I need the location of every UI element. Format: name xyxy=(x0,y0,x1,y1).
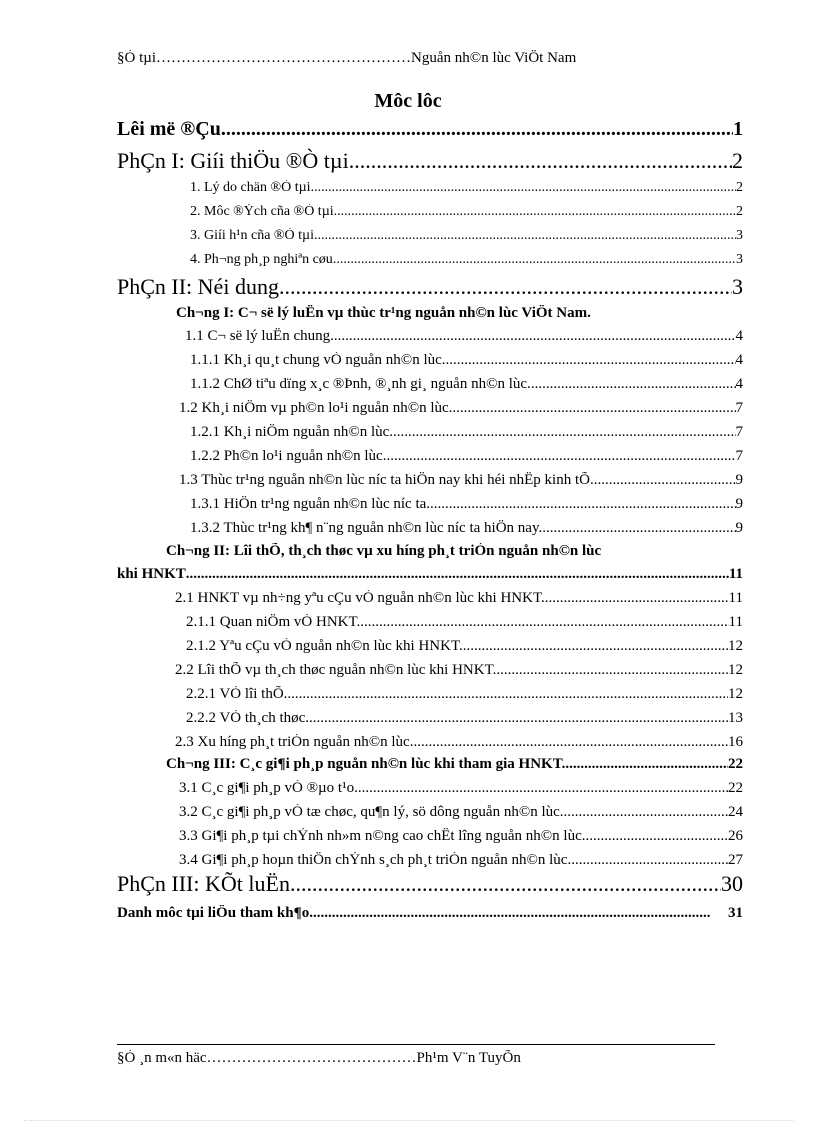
toc-leader-dots xyxy=(360,614,728,631)
toc-entry-2-2-2[interactable] xyxy=(186,710,743,727)
toc-entry-page: 22 xyxy=(728,756,743,772)
toc-entry-1-2[interactable] xyxy=(179,400,743,417)
toc-entry-label: PhÇn III: KÕt luËn xyxy=(117,871,290,896)
toc-leader-dots xyxy=(496,662,728,679)
toc-title: Môc lôc xyxy=(374,90,442,112)
toc-chapter-1-title[interactable]: Ch¬ng I: C¬ së lý luËn vµ thùc tr¹ng nguån nh©n lùc ViÖt Nam. xyxy=(176,305,591,321)
toc-entry-label: 1.2.1 Kh¸i niÖm nguån nh©n lùc. xyxy=(190,424,394,440)
toc-entry-chapter-2[interactable] xyxy=(117,566,743,583)
toc-entry-page: 27 xyxy=(728,852,743,868)
toc-leader-dots xyxy=(594,472,736,489)
toc-entry-page: 2 xyxy=(736,204,743,219)
toc-entry-page: 9 xyxy=(735,472,743,488)
toc-entry-label: 3.2 C¸c gi¶i ph¸p vÒ tæ chøc, qu¶n lý, sö dông nguån nh©n lùc xyxy=(179,804,560,820)
toc-entry-intro[interactable] xyxy=(117,118,743,141)
toc-entry-label: khi HNKT xyxy=(117,566,186,582)
toc-entry-page: 24 xyxy=(728,804,743,820)
toc-entry-2-1[interactable] xyxy=(175,590,743,607)
toc-entry-3-4[interactable] xyxy=(179,852,743,869)
toc-entry-page: 26 xyxy=(728,828,743,844)
toc-leader-dots xyxy=(221,118,733,141)
toc-leader-dots xyxy=(452,400,735,417)
page-footer: §Ò ¸n m«n häc……………………………………Ph¹m V¨n TuyÕn xyxy=(117,1050,521,1066)
toc-entry-page: 30 xyxy=(721,871,743,896)
toc-entry-page: 9 xyxy=(735,496,743,512)
toc-leader-dots xyxy=(586,828,728,845)
toc-leader-dots xyxy=(560,804,728,821)
toc-entry-page: 4 xyxy=(735,352,743,368)
toc-leader-dots xyxy=(410,734,728,751)
toc-entry-label: 1.1 C¬ së lý luËn chung xyxy=(185,328,331,344)
toc-entry-1-3-1[interactable] xyxy=(190,496,743,513)
toc-leader-dots xyxy=(279,274,732,300)
toc-entry-label: 1.2 Kh¸i niÖm vµ ph©n lo¹i nguån nh©n lùc. xyxy=(179,400,453,416)
toc-entry-label: 3.1 C¸c gi¶i ph¸p vÒ ®µo t¹o xyxy=(179,780,355,796)
toc-entry-label: 2.1.1 Quan niÖm vÒ HNKT. xyxy=(186,614,361,630)
toc-entry-page: 16 xyxy=(728,734,743,750)
toc-leader-dots xyxy=(567,852,728,869)
toc-entry-label: PhÇn I: Giíi thiÖu ®Ò tµi xyxy=(117,148,349,173)
toc-entry-page: 12 xyxy=(728,638,743,654)
toc-entry-page: 31 xyxy=(728,905,743,921)
toc-entry-p1-1[interactable] xyxy=(190,180,743,196)
toc-entry-p1-2[interactable] xyxy=(190,204,743,220)
toc-entry-2-1-2[interactable] xyxy=(186,638,743,655)
toc-entry-page: 11 xyxy=(728,614,743,630)
toc-leader-dots xyxy=(393,424,735,441)
toc-entry-page: 4 xyxy=(735,328,743,344)
toc-entry-page: 7 xyxy=(735,400,743,416)
toc-entry-label: 1. Lý do chän ®Ò tµi xyxy=(190,180,311,195)
toc-entry-page: 3 xyxy=(736,228,743,243)
toc-entry-page: 2 xyxy=(736,180,743,195)
toc-leader-dots xyxy=(305,710,728,727)
toc-leader-dots xyxy=(330,328,735,345)
toc-entry-page: 9 xyxy=(735,520,743,536)
toc-entry-page: 4 xyxy=(735,376,743,392)
toc-entry-page: 2 xyxy=(732,148,743,173)
toc-entry-label: 4. Ph¬ng ph¸p nghiªn cøu xyxy=(190,252,333,267)
toc-entry-label: 3.3 Gi¶i ph¸p tµi chÝnh nh»m n©ng cao chÊt lîng nguån nh©n lùc. xyxy=(179,828,586,844)
toc-entry-label: Danh môc tµi liÖu tham kh¶o xyxy=(117,905,310,921)
toc-entry-page: 7 xyxy=(735,424,743,440)
toc-entry-label: 2.3 Xu híng ph¸t triÓn nguån nh©n lùc xyxy=(175,734,410,750)
toc-entry-page: 7 xyxy=(735,448,743,464)
toc-entry-label: PhÇn II: Néi dung xyxy=(117,274,279,299)
toc-entry-p1-4[interactable] xyxy=(190,252,743,268)
toc-leader-dots xyxy=(311,180,736,196)
toc-entry-2-3[interactable] xyxy=(175,734,743,751)
toc-leader-dots xyxy=(430,496,735,513)
toc-entry-label: 2.1.2 Yªu cÇu vÒ nguån nh©n lùc khi HNKT. xyxy=(186,638,463,654)
toc-entry-3-3[interactable] xyxy=(179,828,743,845)
toc-entry-label: 1.3.2 Thùc tr¹ng kh¶ n¨ng nguån nh©n lùc níc ta hiÖn nay. xyxy=(190,520,543,536)
toc-entry-part1[interactable] xyxy=(117,148,743,174)
toc-entry-label: 1.1.2 ChØ tiªu dïng x¸c ®Þnh, ®¸nh gi¸ nguån nh©n lùc. xyxy=(190,376,531,392)
toc-entry-2-2-1[interactable] xyxy=(186,686,743,703)
toc-entry-1-2-1[interactable] xyxy=(190,424,743,441)
toc-entry-1-1[interactable] xyxy=(185,328,743,345)
toc-entry-3-1[interactable] xyxy=(179,780,743,797)
toc-leader-dots xyxy=(309,905,710,922)
toc-leader-dots xyxy=(290,871,721,897)
toc-entry-page: 13 xyxy=(728,710,743,726)
toc-entry-3-2[interactable] xyxy=(179,804,743,821)
toc-entry-part3[interactable] xyxy=(117,871,743,897)
toc-leader-dots xyxy=(386,448,735,465)
toc-entry-page: 3 xyxy=(736,252,743,267)
toc-entry-page: 3 xyxy=(732,274,743,299)
toc-chapter-2-title[interactable]: Ch¬ng II: Lîi thÕ, th¸ch thøc vµ xu híng ph¸t triÓn nguån nh©n lùc xyxy=(166,543,602,559)
toc-entry-label: 1.2.2 Ph©n lo¹i nguån nh©n lùc. xyxy=(190,448,387,464)
toc-leader-dots xyxy=(354,780,728,797)
toc-entry-page: 22 xyxy=(728,780,743,796)
toc-entry-1-1-2[interactable] xyxy=(190,376,743,393)
toc-entry-chapter-3[interactable] xyxy=(166,756,743,773)
toc-entry-label: 3.4 Gi¶i ph¸p hoµn thiÖn chÝnh s¸ch ph¸t triÓn nguån nh©n lùc xyxy=(179,852,568,868)
toc-entry-page: 11 xyxy=(728,566,743,582)
toc-leader-dots xyxy=(333,252,736,268)
toc-entry-label: 2.2.2 VÒ th¸ch thøc xyxy=(186,710,306,726)
toc-leader-dots xyxy=(186,566,729,583)
toc-entry-label: 1.3 Thùc tr¹ng nguån nh©n lùc níc ta hiÖn nay khi héi nhËp kinh tÕ. xyxy=(179,472,594,488)
footer-divider xyxy=(117,1044,715,1045)
toc-entry-label: 3. Giíi h¹n cña ®Ò tµi xyxy=(190,228,314,243)
toc-entry-1-3[interactable] xyxy=(179,472,743,489)
toc-entry-1-2-2[interactable] xyxy=(190,448,743,465)
toc-entry-label: 2. Môc ®Ých cña ®Ò tµi xyxy=(190,204,334,219)
toc-entry-label: Lêi më ®Çu xyxy=(117,118,221,140)
toc-entry-references[interactable] xyxy=(117,905,743,922)
toc-entry-page: 12 xyxy=(728,662,743,678)
toc-entry-label: 2.2 Lîi thÕ vµ th¸ch thøc nguån nh©n lùc khi HNKT. xyxy=(175,662,497,678)
toc-leader-dots xyxy=(565,756,728,773)
toc-leader-dots xyxy=(446,352,736,369)
toc-entry-page: 1 xyxy=(733,118,743,140)
toc-entry-1-1-1[interactable] xyxy=(190,352,743,369)
toc-leader-dots xyxy=(542,520,735,537)
toc-entry-page: 11 xyxy=(728,590,743,606)
page-edge xyxy=(24,1120,794,1122)
toc-leader-dots xyxy=(463,638,728,655)
toc-leader-dots xyxy=(334,204,736,220)
toc-entry-p1-3[interactable] xyxy=(190,228,743,244)
toc-entry-label: 2.2.1 VÒ lîi thÕ. xyxy=(186,686,288,702)
toc-leader-dots xyxy=(545,590,729,607)
toc-entry-page: 12 xyxy=(728,686,743,702)
toc-entry-1-3-2[interactable] xyxy=(190,520,743,537)
toc-leader-dots xyxy=(314,228,736,244)
toc-entry-2-1-1[interactable] xyxy=(186,614,743,631)
toc-entry-label: 1.3.1 HiÖn tr¹ng nguån nh©n lùc níc ta. xyxy=(190,496,431,512)
page-header: §Ò tµi……………………………………………Nguån nh©n lùc ViÖt Nam xyxy=(117,50,577,66)
toc-entry-label: 1.1.1 Kh¸i qu¸t chung vÒ nguån nh©n lùc. xyxy=(190,352,446,368)
toc-leader-dots xyxy=(287,686,728,703)
toc-leader-dots xyxy=(531,376,736,393)
toc-entry-label: 2.1 HNKT vµ nh÷ng yªu cÇu vÒ nguån nh©n lùc khi HNKT. xyxy=(175,590,545,606)
toc-entry-2-2[interactable] xyxy=(175,662,743,679)
toc-leader-dots xyxy=(349,148,732,174)
toc-entry-part2[interactable] xyxy=(117,274,743,300)
toc-entry-label: Ch¬ng III: C¸c gi¶i ph¸p nguån nh©n lùc khi tham gia HNKT. xyxy=(166,756,566,772)
